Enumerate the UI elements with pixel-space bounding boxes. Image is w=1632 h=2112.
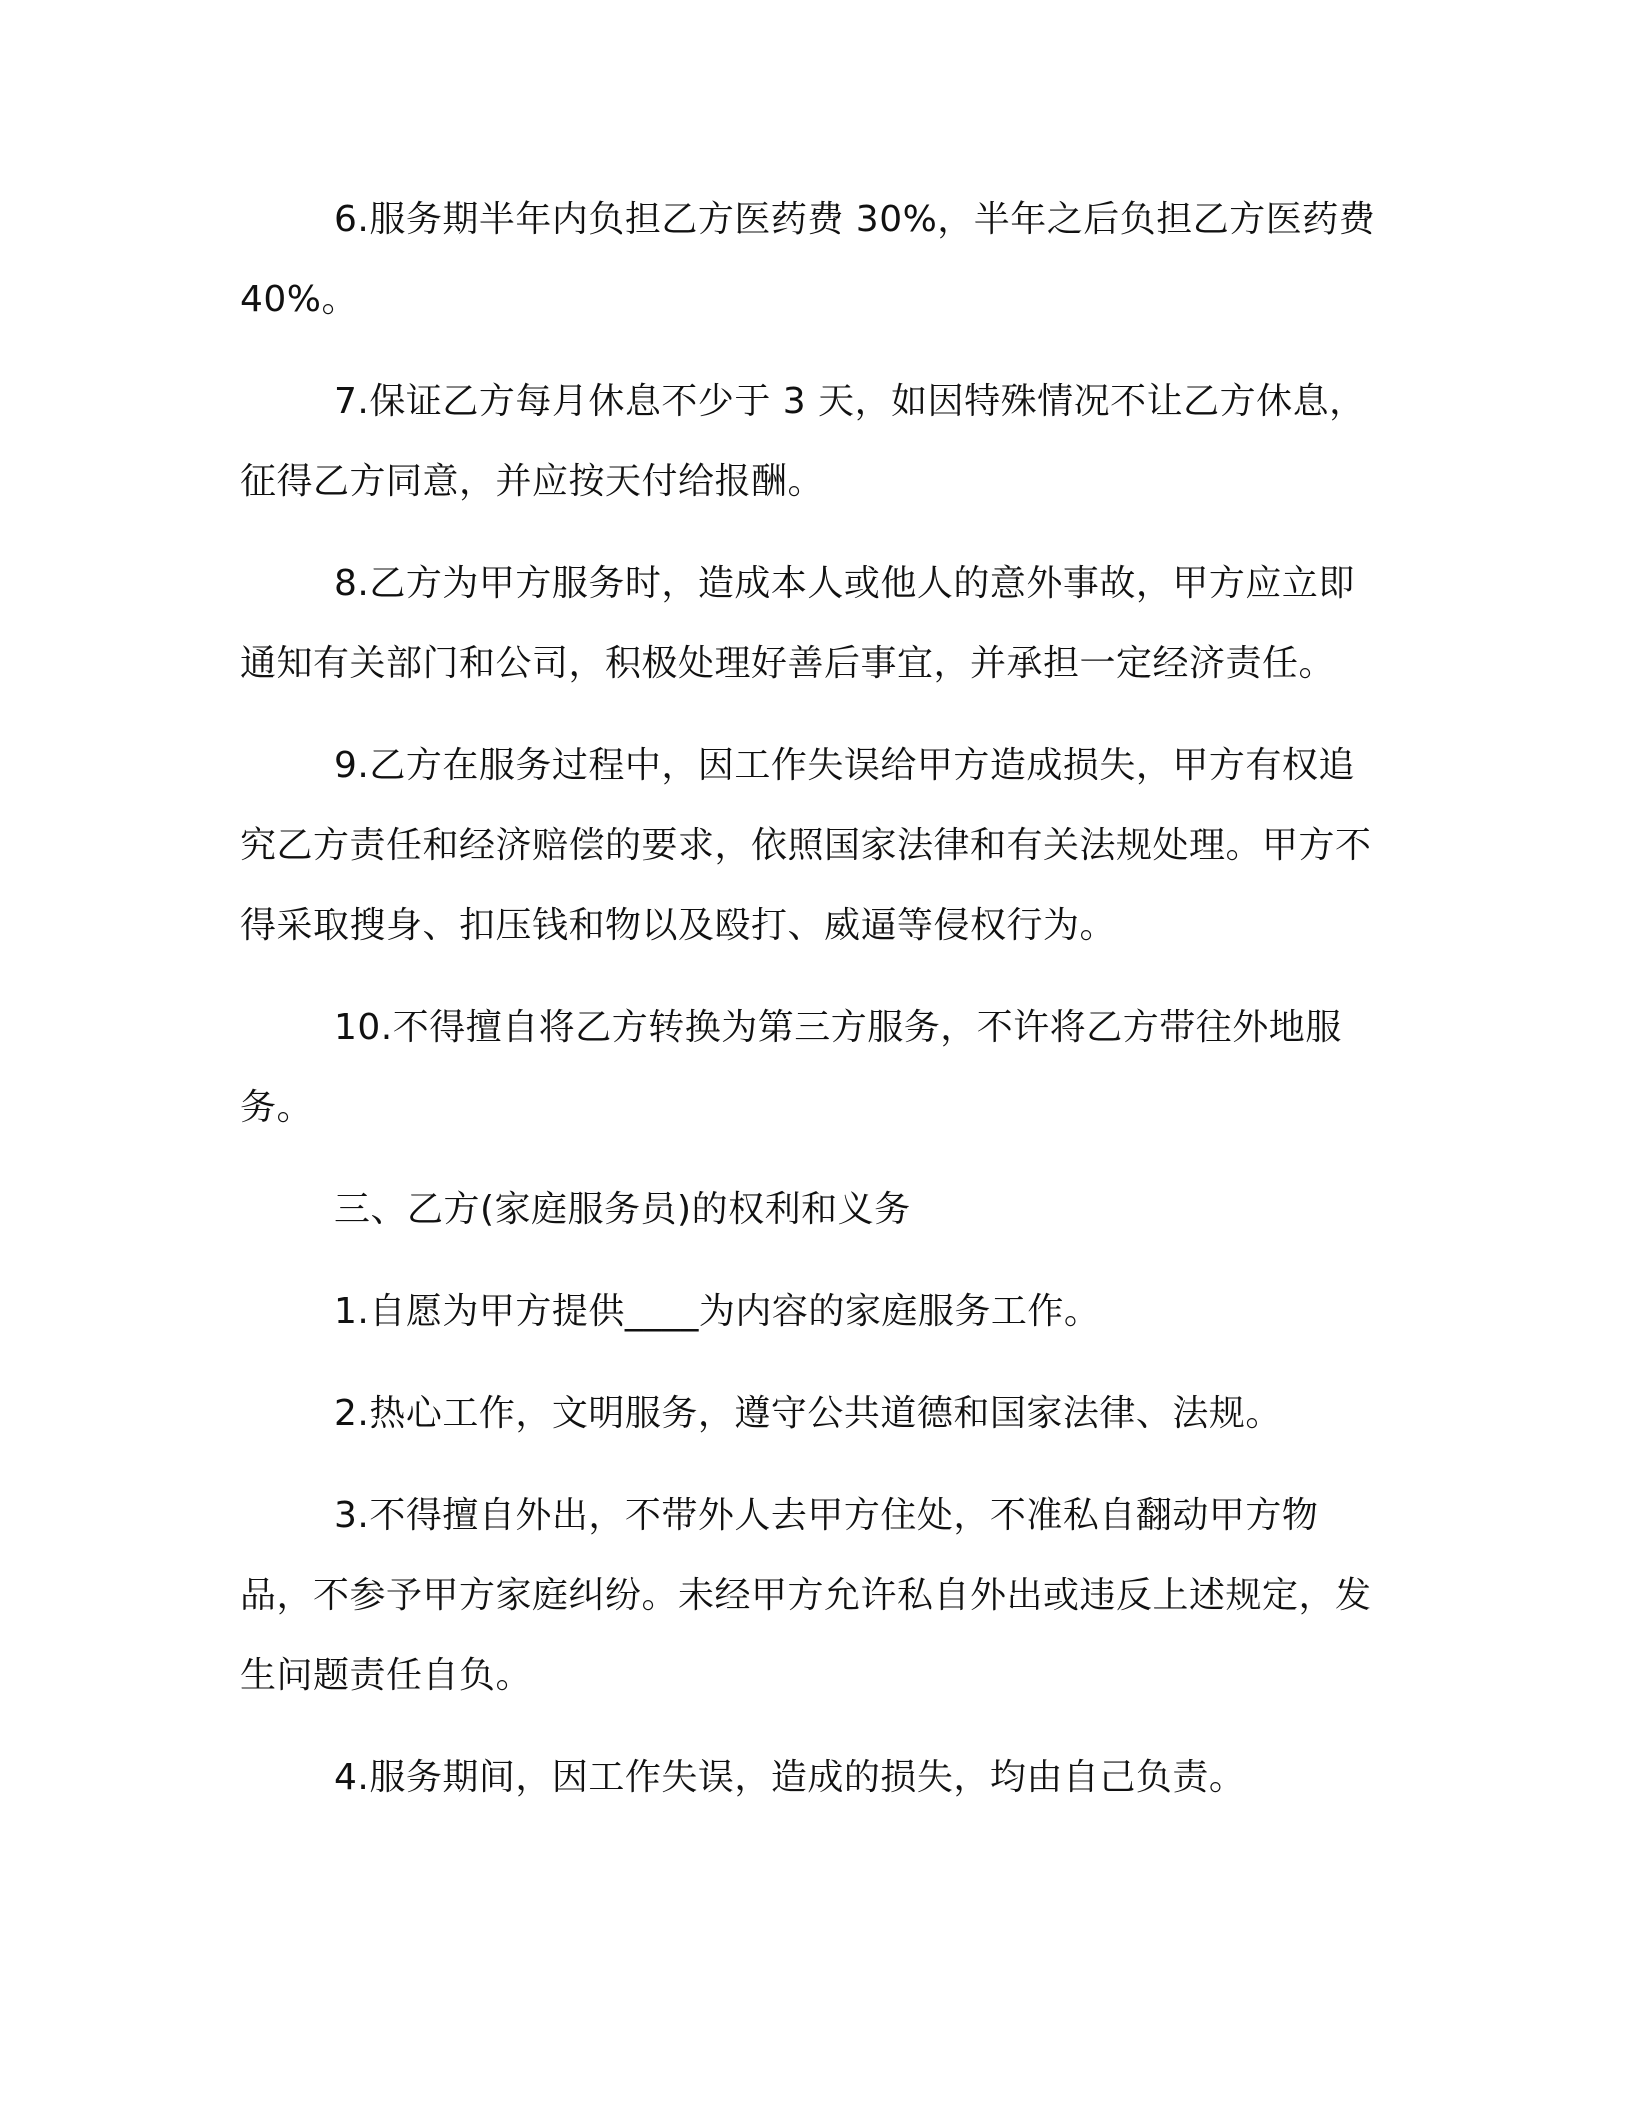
clause-employer-10: 10.不得擅自将乙方转换为第三方服务，不许将乙方带往外地服务。	[240, 1007, 1342, 1128]
clause-employer-6: 6.服务期半年内负担乙方医药费 30%，半年之后负担乙方医药费 40%。	[240, 199, 1376, 320]
clause-employer-7: 7.保证乙方每月休息不少于 3 天，如因特殊情况不让乙方休息，征得乙方同意，并应按天付给报酬。	[240, 381, 1366, 502]
clause-worker-1: 1.自愿为甲方提供____为内容的家庭服务工作。	[334, 1291, 1101, 1332]
clause-worker-2: 2.热心工作，文明服务，遵守公共道德和国家法律、法规。	[334, 1393, 1282, 1434]
clause-employer-9: 9.乙方在服务过程中，因工作失误给甲方造成损失，甲方有权追究乙方责任和经济赔偿的要求，依照国家法律和有关法规处理。甲方不得采取搜身、扣压钱和物以及殴打、威逼等侵权行为。	[240, 745, 1372, 946]
clause-worker-4: 4.服务期间，因工作失误，造成的损失，均由自己负责。	[334, 1757, 1246, 1798]
section-heading-worker-rights: 三、乙方(家庭服务员)的权利和义务	[334, 1189, 911, 1230]
clause-worker-3: 3.不得擅自外出，不带外人去甲方住处，不准私自翻动甲方物品，不参予甲方家庭纠纷。未经甲方允许私自外出或违反上述规定，发生问题责任自负。	[240, 1495, 1372, 1696]
document-body	[240, 180, 1390, 1840]
clause-employer-8: 8.乙方为甲方服务时，造成本人或他人的意外事故，甲方应立即通知有关部门和公司，积极处理好善后事宜，并承担一定经济责任。	[240, 563, 1355, 684]
